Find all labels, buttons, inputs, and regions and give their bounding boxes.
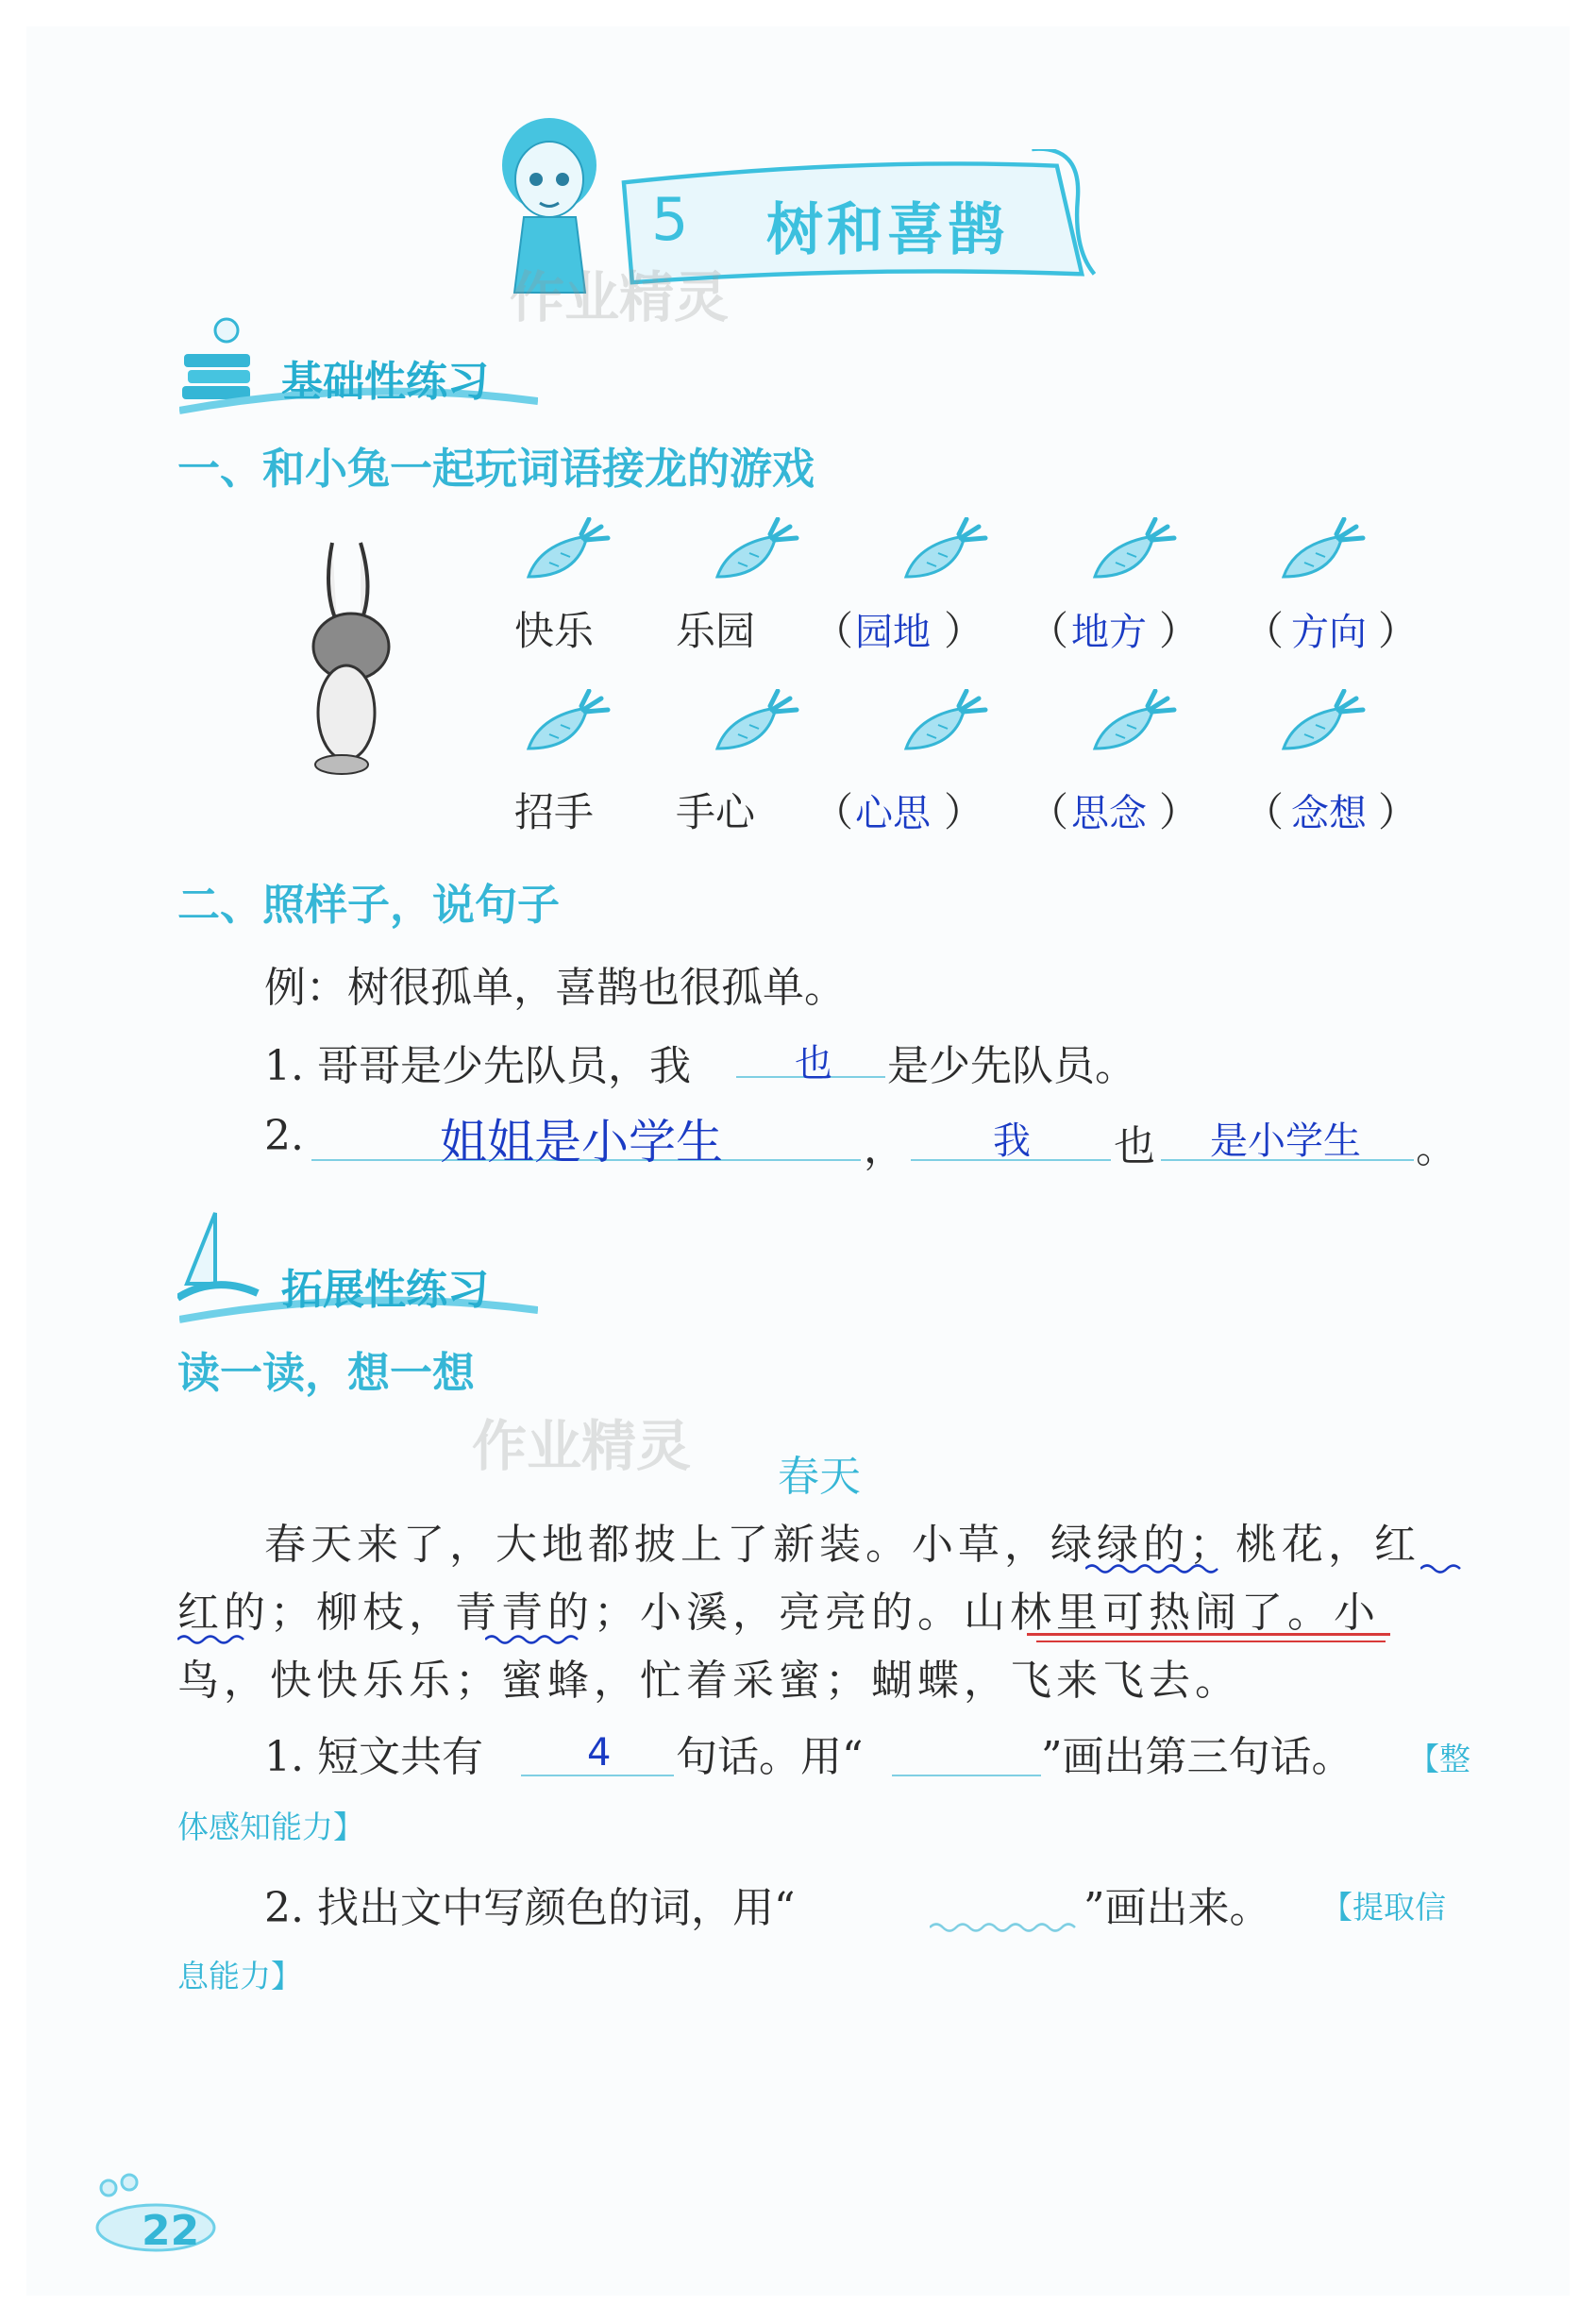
- carrot-icon: [895, 689, 989, 755]
- reading-q1-mid: 句话。用“: [676, 1733, 864, 1781]
- sentence-2-number: 2.: [264, 1112, 304, 1160]
- carrot-icon: [517, 689, 612, 755]
- wavy-underline: [485, 1633, 584, 1646]
- reading-q1-prefix: 1. 短文共有: [264, 1733, 483, 1781]
- q1-heading: 一、和小兔一起玩词语接龙的游戏: [177, 444, 815, 494]
- chain-word: 快乐: [514, 608, 595, 654]
- skill-tag: 息能力】: [177, 1958, 302, 1994]
- reading-q1-suffix: ”画出第三句话。: [1041, 1733, 1353, 1781]
- comma: ，: [864, 1124, 905, 1172]
- passage-line-2: 红的；柳枝，青青的；小溪，亮亮的。山林里可热闹了。小: [177, 1589, 1380, 1637]
- paren-close: ）: [1378, 789, 1419, 835]
- rabbit-icon: [294, 533, 408, 779]
- carrot-icon: [1084, 517, 1178, 583]
- lesson-title: 树和喜鹊: [766, 197, 1008, 263]
- sentence-1-suffix: 是少先队员。: [887, 1042, 1136, 1090]
- example-sentence: 例：树很孤单，喜鹊也很孤单。: [264, 964, 846, 1012]
- section-basic-title: 基础性练习: [281, 358, 489, 406]
- paren-open: （: [814, 608, 854, 654]
- skill-tag: 【整: [1408, 1741, 1470, 1777]
- carrot-icon: [706, 517, 800, 583]
- paren-open: （: [1029, 789, 1069, 835]
- section-extended-title: 拓展性练习: [281, 1266, 489, 1314]
- red-underline: [1036, 1641, 1386, 1642]
- paren-close: ）: [1159, 789, 1200, 835]
- answer-blank[interactable]: 地方: [1071, 611, 1147, 654]
- paren-open: （: [814, 789, 854, 835]
- lesson-number: 5: [651, 185, 689, 254]
- carrot-icon: [895, 517, 989, 583]
- passage-line-1: 春天来了，大地都披上了新装。小草，绿绿的；桃花，红: [264, 1521, 1420, 1569]
- paren-open: （: [1244, 789, 1285, 835]
- wavy-underline: [1085, 1562, 1227, 1575]
- blank-line: [892, 1775, 1041, 1776]
- paren-open: （: [1029, 608, 1069, 654]
- carrot-icon: [1272, 517, 1367, 583]
- answer-blank[interactable]: 思念: [1071, 792, 1147, 835]
- wavy-underline: [1420, 1562, 1468, 1575]
- skill-tag: 体感知能力】: [177, 1809, 364, 1845]
- answer-blank[interactable]: 念想: [1291, 792, 1367, 835]
- answer-blank[interactable]: 我: [993, 1119, 1031, 1163]
- paren-close: ）: [944, 789, 984, 835]
- paren-open: （: [1244, 608, 1285, 654]
- wavy-sample-line: [930, 1921, 1081, 1934]
- red-underline: [1027, 1633, 1390, 1636]
- answer-blank[interactable]: 心思: [855, 792, 931, 835]
- answer-blank[interactable]: 4: [587, 1731, 612, 1775]
- paren-close: ）: [1378, 608, 1419, 654]
- answer-blank[interactable]: 园地: [855, 611, 931, 654]
- word-ye: 也: [1114, 1122, 1155, 1170]
- watermark-top: 作业精灵: [510, 265, 730, 329]
- carrot-icon: [1084, 689, 1178, 755]
- chain-word: 乐园: [676, 608, 756, 654]
- answer-blank[interactable]: 是小学生: [1210, 1119, 1361, 1163]
- wavy-underline: [177, 1633, 262, 1646]
- blank-line: [521, 1775, 674, 1776]
- watermark-middle: 作业精灵: [472, 1414, 692, 1478]
- answer-blank[interactable]: 姐姐是小学生: [440, 1115, 723, 1169]
- paren-close: ）: [944, 608, 984, 654]
- passage-title: 春天: [778, 1453, 861, 1501]
- passage-line-3: 鸟，快快乐乐；蜜蜂，忙着采蜜；蝴蝶，飞来飞去。: [177, 1657, 1241, 1705]
- paren-close: ）: [1159, 608, 1200, 654]
- chain-word: 招手: [514, 789, 595, 835]
- carrot-icon: [706, 689, 800, 755]
- carrot-icon: [1272, 689, 1367, 755]
- period: 。: [1416, 1124, 1457, 1172]
- chain-word: 手心: [676, 789, 756, 835]
- reading-heading: 读一读，想一想: [177, 1348, 476, 1398]
- reading-q2-prefix: 2. 找出文中写颜色的词，用“: [264, 1884, 796, 1932]
- reading-q2-suffix: ”画出来。: [1084, 1884, 1271, 1932]
- answer-blank[interactable]: 也: [795, 1042, 832, 1085]
- skill-tag: 【提取信: [1321, 1889, 1446, 1926]
- answer-blank[interactable]: 方向: [1291, 611, 1367, 654]
- sentence-1-prefix: 1. 哥哥是少先队员，我: [264, 1042, 691, 1090]
- page-number: 22: [142, 2207, 200, 2255]
- carrot-icon: [517, 517, 612, 583]
- q2-heading: 二、照样子，说句子: [177, 880, 561, 930]
